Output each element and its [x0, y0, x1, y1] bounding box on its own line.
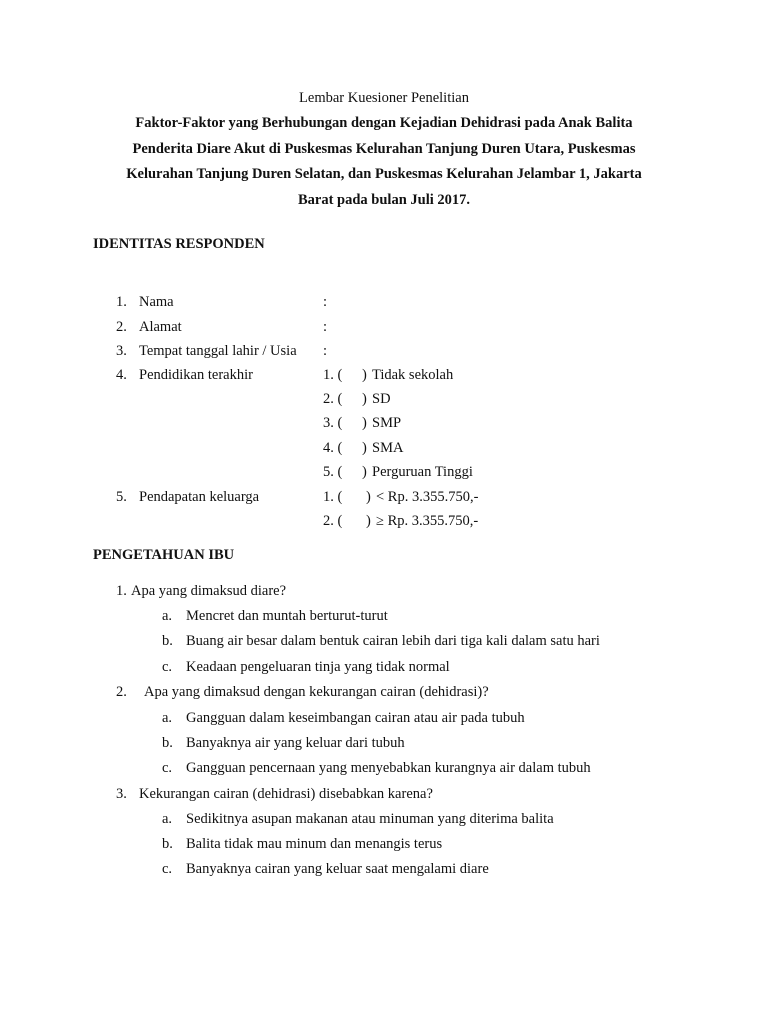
pendidikan-opt-5-close: ): [362, 464, 367, 480]
title-line-1: Faktor-Faktor yang Berhubungan dengan Kejadian Dehidrasi pada Anak Balita: [135, 115, 633, 131]
q3-option-a-text: Sedikitnya asupan makanan atau minuman yang diterima balita: [186, 811, 554, 827]
pendidikan-opt-1-num: 1. (: [323, 367, 343, 383]
pendapatan-opt-1-num: 1. (: [323, 489, 343, 505]
field-alamat-label: Alamat: [139, 319, 182, 335]
pendapatan-opt-1-close: ): [366, 489, 371, 505]
pendidikan-opt-3-num: 3. (: [323, 415, 343, 431]
pendapatan-opt-2-close: ): [366, 513, 371, 529]
field-ttl-num: 3.: [116, 343, 127, 359]
pendidikan-opt-3-text: SMP: [372, 415, 402, 431]
pendidikan-opt-3-close: ): [362, 415, 367, 431]
q1-option-b-letter: b.: [162, 633, 173, 649]
q1-option-b-text: Buang air besar dalam bentuk cairan lebih dari tiga kali dalam satu hari: [186, 633, 600, 649]
pendidikan-opt-4-text: SMA: [372, 440, 404, 456]
field-alamat-colon: :: [323, 319, 328, 335]
pendidikan-opt-2-text: SD: [372, 391, 391, 407]
question-1-text: Apa yang dimaksud diare?: [131, 583, 287, 599]
pendapatan-opt-2-num: 2. (: [323, 513, 343, 529]
q1-option-a-letter: a.: [162, 608, 173, 624]
q2-option-a-text: Gangguan dalam keseimbangan cairan atau air pada tubuh: [186, 710, 525, 726]
q3-option-b-letter: b.: [162, 836, 173, 852]
q2-option-c-text: Gangguan pencernaan yang menyebabkan kurangnya air dalam tubuh: [186, 760, 591, 776]
pendidikan-opt-5-text: Perguruan Tinggi: [372, 464, 473, 480]
pendidikan-opt-1-text: Tidak sekolah: [372, 367, 454, 383]
q2-option-b-text: Banyaknya air yang keluar dari tubuh: [186, 735, 405, 751]
field-pendidikan-num: 4.: [116, 367, 127, 383]
pendapatan-opt-1-text: < Rp. 3.355.750,-: [376, 489, 479, 505]
identitas-heading: IDENTITAS RESPONDEN: [93, 236, 265, 252]
pendidikan-opt-2-num: 2. (: [323, 391, 343, 407]
q1-option-c-letter: c.: [162, 659, 173, 675]
field-ttl-colon: :: [323, 343, 328, 359]
field-pendapatan-num: 5.: [116, 489, 127, 505]
q1-option-c-text: Keadaan pengeluaran tinja yang tidak normal: [186, 659, 450, 675]
title-line-3: Kelurahan Tanjung Duren Selatan, dan Puskesmas Kelurahan Jelambar 1, Jakarta: [126, 166, 642, 182]
title-line-0: Lembar Kuesioner Penelitian: [299, 90, 469, 106]
title-line-4: Barat pada bulan Juli 2017.: [297, 191, 471, 208]
question-3-num: 3.: [116, 786, 127, 802]
document-title: [0, 86, 768, 213]
q3-option-c-text: Banyaknya cairan yang keluar saat mengalami diare: [186, 861, 489, 877]
field-pendapatan-label: Pendapatan keluarga: [139, 489, 260, 505]
title-line-2: Penderita Diare Akut di Puskesmas Kelurahan Tanjung Duren Utara, Puskesmas: [132, 140, 636, 157]
pendidikan-opt-1-close: ): [362, 367, 367, 383]
field-nama-num: 1.: [116, 294, 127, 310]
field-ttl-label: Tempat tanggal lahir / Usia: [139, 343, 297, 359]
q3-option-b-text: Balita tidak mau minum dan menangis terus: [186, 836, 443, 852]
q2-option-c-letter: c.: [162, 760, 173, 776]
question-2-num: 2.: [116, 684, 127, 700]
q1-option-a-text: Mencret dan muntah berturut-turut: [186, 608, 388, 624]
field-nama-colon: :: [323, 294, 328, 310]
q3-option-c-letter: c.: [162, 861, 173, 877]
q2-option-b-letter: b.: [162, 735, 173, 751]
q2-option-a-letter: a.: [162, 710, 173, 726]
pendidikan-opt-5-num: 5. (: [323, 464, 343, 480]
pendidikan-opt-4-num: 4. (: [323, 440, 343, 456]
question-1-num: 1.: [116, 583, 127, 599]
field-pendidikan-label: Pendidikan terakhir: [139, 367, 253, 383]
pendidikan-opt-4-close: ): [362, 440, 367, 456]
field-nama-label: Nama: [139, 294, 174, 310]
field-alamat-num: 2.: [116, 319, 127, 335]
pendapatan-opt-2-text: ≥ Rp. 3.355.750,-: [376, 513, 479, 529]
q3-option-a-letter: a.: [162, 811, 173, 827]
pengetahuan-heading: PENGETAHUAN IBU: [93, 547, 235, 563]
question-2-text: Apa yang dimaksud dengan kekurangan cairan (dehidrasi)?: [144, 684, 489, 700]
question-3-text: Kekurangan cairan (dehidrasi) disebabkan karena?: [139, 786, 433, 802]
pendidikan-opt-2-close: ): [362, 391, 367, 407]
